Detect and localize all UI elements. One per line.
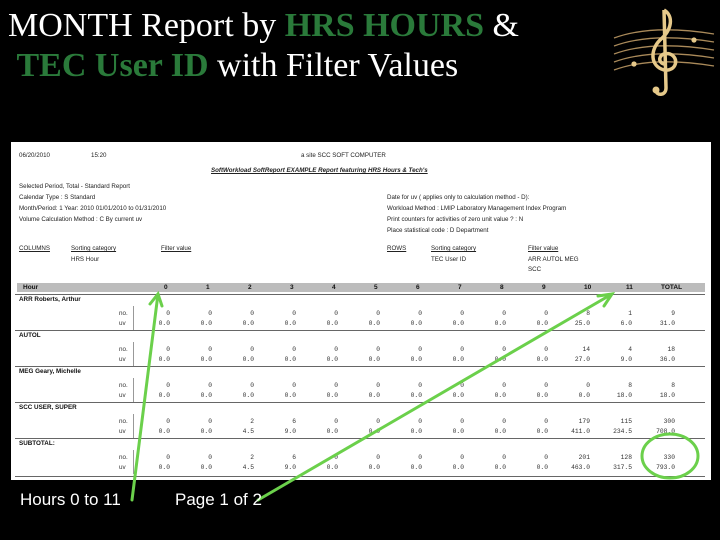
row-divider	[133, 306, 134, 330]
unit-value-cell: 0.0	[326, 320, 338, 327]
count-cell: 0	[376, 310, 380, 317]
unit-value-cell: 4.5	[242, 464, 254, 471]
count-cell: 0	[208, 418, 212, 425]
count-cell: 0	[166, 454, 170, 461]
row-name: MEG Geary, Michelle	[19, 368, 81, 375]
count-cell: 2	[250, 418, 254, 425]
table-bottom-rule	[15, 476, 705, 477]
unit-value-cell: 411.0	[571, 428, 590, 435]
measure-label-no: no.	[119, 454, 128, 461]
row-separator	[15, 438, 705, 439]
count-cell: 0	[502, 382, 506, 389]
count-cell: 115	[620, 418, 632, 425]
meta-right-1: Date for uv ( applies only to calculation method - D):	[387, 194, 530, 201]
row-separator	[15, 402, 705, 403]
unit-value-cell: 708.0	[656, 428, 675, 435]
count-cell: 0	[502, 346, 506, 353]
measure-label-no: no.	[119, 418, 128, 425]
count-cell: 0	[460, 346, 464, 353]
title-part-1: MONTH Report by	[8, 7, 285, 44]
unit-value-cell: 0.0	[494, 428, 506, 435]
count-cell: 0	[376, 346, 380, 353]
hour-header-bar	[17, 283, 705, 292]
rows-sort-value: TEC User ID	[431, 256, 467, 263]
unit-value-cell: 0.0	[326, 392, 338, 399]
unit-value-cell: 0.0	[242, 320, 254, 327]
treble-clef-logo	[612, 4, 716, 100]
count-cell: 0	[460, 382, 464, 389]
unit-value-cell: 0.0	[452, 356, 464, 363]
count-cell: 0	[334, 454, 338, 461]
count-cell: 8	[671, 382, 675, 389]
report-page	[11, 142, 711, 480]
unit-value-cell: 0.0	[158, 428, 170, 435]
unit-value-cell: 0.0	[158, 320, 170, 327]
unit-value-cell: 0.0	[158, 392, 170, 399]
count-cell: 0	[586, 382, 590, 389]
unit-value-cell: 6.0	[620, 320, 632, 327]
footer-hours-range: Hours 0 to 11	[20, 490, 121, 509]
hour-column-header: 8	[500, 284, 504, 291]
unit-value-cell: 0.0	[200, 392, 212, 399]
hour-column-header: 10	[584, 284, 592, 291]
hour-column-header: 0	[164, 284, 168, 291]
rows-filter-value-1: ARR AUTOL MEG	[528, 256, 579, 263]
count-cell: 14	[582, 346, 590, 353]
count-cell: 2	[250, 454, 254, 461]
measure-label-uv: uv	[119, 428, 126, 435]
meta-right-4: Place statistical code : D Department	[387, 227, 489, 234]
unit-value-cell: 4.5	[242, 428, 254, 435]
columns-sort-header: Sorting category	[71, 245, 117, 252]
unit-value-cell: 0.0	[536, 356, 548, 363]
count-cell: 0	[334, 418, 338, 425]
row-name: ARR Roberts, Arthur	[19, 296, 81, 303]
count-cell: 0	[208, 382, 212, 389]
columns-filter-header: Filter value	[161, 245, 192, 252]
unit-value-cell: 0.0	[284, 392, 296, 399]
unit-value-cell: 0.0	[410, 392, 422, 399]
unit-value-cell: 0.0	[452, 392, 464, 399]
row-divider	[133, 378, 134, 402]
count-cell: 0	[208, 310, 212, 317]
hour-column-header: 6	[416, 284, 420, 291]
unit-value-cell: 0.0	[158, 464, 170, 471]
meta-left-2: Calendar Type : S Standard	[19, 194, 96, 201]
count-cell: 0	[208, 346, 212, 353]
row-divider	[133, 342, 134, 366]
unit-value-cell: 0.0	[326, 356, 338, 363]
unit-value-cell: 0.0	[452, 428, 464, 435]
count-cell: 0	[334, 382, 338, 389]
row-divider	[133, 414, 134, 438]
unit-value-cell: 0.0	[494, 464, 506, 471]
measure-label-no: no.	[119, 310, 128, 317]
count-cell: 6	[292, 454, 296, 461]
measure-label-no: no.	[119, 346, 128, 353]
row-divider	[133, 450, 134, 474]
unit-value-cell: 234.5	[613, 428, 632, 435]
measure-label-uv: uv	[119, 464, 126, 471]
hour-column-header: 11	[626, 284, 633, 291]
measure-label-no: no.	[119, 382, 128, 389]
unit-value-cell: 18.0	[616, 392, 632, 399]
count-cell: 8	[628, 382, 632, 389]
unit-value-cell: 36.0	[659, 356, 675, 363]
count-cell: 0	[418, 382, 422, 389]
title-part-2: &	[484, 7, 519, 44]
count-cell: 0	[418, 454, 422, 461]
count-cell: 0	[376, 382, 380, 389]
count-cell: 0	[502, 418, 506, 425]
columns-label: COLUMNS	[19, 245, 50, 252]
unit-value-cell: 0.0	[494, 392, 506, 399]
columns-sort-value: HRS Hour	[71, 256, 100, 263]
count-cell: 0	[334, 346, 338, 353]
unit-value-cell: 27.0	[574, 356, 590, 363]
unit-value-cell: 9.0	[284, 464, 296, 471]
unit-value-cell: 0.0	[368, 464, 380, 471]
hour-column-header: 9	[542, 284, 546, 291]
unit-value-cell: 0.0	[158, 356, 170, 363]
unit-value-cell: 0.0	[368, 356, 380, 363]
count-cell: 4	[628, 346, 632, 353]
count-cell: 0	[166, 346, 170, 353]
unit-value-cell: 9.0	[284, 428, 296, 435]
unit-value-cell: 0.0	[368, 428, 380, 435]
row-name: AUTOL	[19, 332, 41, 339]
footer-page-number: Page 1 of 2	[175, 490, 262, 509]
unit-value-cell: 793.0	[656, 464, 675, 471]
count-cell: 0	[544, 382, 548, 389]
unit-value-cell: 0.0	[536, 428, 548, 435]
count-cell: 0	[250, 382, 254, 389]
count-cell: 1	[628, 310, 632, 317]
unit-value-cell: 317.5	[613, 464, 632, 471]
row-separator	[15, 294, 705, 295]
count-cell: 0	[376, 418, 380, 425]
count-cell: 0	[208, 454, 212, 461]
count-cell: 0	[292, 310, 296, 317]
hour-column-header: 1	[206, 284, 210, 291]
count-cell: 0	[334, 310, 338, 317]
count-cell: 0	[418, 310, 422, 317]
hour-column-header: 4	[332, 284, 336, 291]
count-cell: 0	[250, 346, 254, 353]
title-highlight-hrs: HRS HOURS	[284, 7, 485, 44]
measure-label-uv: uv	[119, 392, 126, 399]
count-cell: 0	[460, 418, 464, 425]
unit-value-cell: 0.0	[578, 392, 590, 399]
count-cell: 0	[502, 310, 506, 317]
hour-column-header: 7	[458, 284, 462, 291]
meta-right-3: Print counters for activities of zero unit value ? : N	[387, 216, 524, 223]
title-part-3: with Filter Values	[208, 47, 459, 84]
hour-column-header: 2	[248, 284, 252, 291]
count-cell: 18	[667, 346, 675, 353]
count-cell: 0	[166, 418, 170, 425]
count-cell: 300	[663, 418, 675, 425]
slide-title	[8, 6, 608, 86]
unit-value-cell: 18.0	[659, 392, 675, 399]
unit-value-cell: 0.0	[200, 320, 212, 327]
count-cell: 0	[292, 382, 296, 389]
unit-value-cell: 0.0	[284, 320, 296, 327]
count-cell: 0	[502, 454, 506, 461]
row-name: SCC USER, SUPER	[19, 404, 77, 411]
count-cell: 330	[663, 454, 675, 461]
count-cell: 0	[418, 346, 422, 353]
unit-value-cell: 0.0	[452, 464, 464, 471]
measure-label-uv: uv	[119, 356, 126, 363]
report-date: 06/20/2010	[19, 152, 50, 159]
hour-label: Hour	[23, 284, 39, 291]
count-cell: 0	[418, 418, 422, 425]
unit-value-cell: 463.0	[571, 464, 590, 471]
unit-value-cell: 0.0	[368, 392, 380, 399]
unit-value-cell: 0.0	[242, 392, 254, 399]
unit-value-cell: 0.0	[536, 320, 548, 327]
report-name: SoftWorkload SoftReport EXAMPLE Report featuring HRS Hours & Tech's	[211, 167, 428, 174]
unit-value-cell: 0.0	[494, 320, 506, 327]
unit-value-cell: 0.0	[410, 356, 422, 363]
hour-column-header: 5	[374, 284, 378, 291]
unit-value-cell: 31.0	[659, 320, 675, 327]
unit-value-cell: 0.0	[326, 464, 338, 471]
unit-value-cell: 0.0	[536, 392, 548, 399]
count-cell: 0	[166, 310, 170, 317]
count-cell: 0	[292, 346, 296, 353]
count-cell: 0	[544, 418, 548, 425]
rows-filter-header: Filter value	[528, 245, 559, 252]
row-separator	[15, 330, 705, 331]
count-cell: 0	[166, 382, 170, 389]
unit-value-cell: 0.0	[284, 356, 296, 363]
unit-value-cell: 0.0	[494, 356, 506, 363]
count-cell: 8	[586, 310, 590, 317]
unit-value-cell: 0.0	[536, 464, 548, 471]
unit-value-cell: 0.0	[410, 464, 422, 471]
count-cell: 0	[460, 454, 464, 461]
unit-value-cell: 0.0	[410, 428, 422, 435]
count-cell: 0	[544, 454, 548, 461]
count-cell: 0	[250, 310, 254, 317]
rows-label: ROWS	[387, 245, 407, 252]
unit-value-cell: 0.0	[200, 464, 212, 471]
rows-sort-header: Sorting category	[431, 245, 477, 252]
hour-column-header: 3	[290, 284, 294, 291]
meta-right-2: Workload Method : LMIP Laboratory Management Index Program	[387, 205, 567, 212]
row-name: SUBTOTAL:	[19, 440, 55, 447]
hour-column-header: TOTAL	[661, 284, 683, 291]
count-cell: 179	[578, 418, 590, 425]
unit-value-cell: 0.0	[452, 320, 464, 327]
unit-value-cell: 0.0	[410, 320, 422, 327]
count-cell: 0	[460, 310, 464, 317]
meta-left-1: Selected Period, Total - Standard Report	[19, 183, 130, 190]
unit-value-cell: 9.0	[620, 356, 632, 363]
report-time: 15:20	[91, 152, 107, 159]
count-cell: 0	[544, 346, 548, 353]
count-cell: 201	[578, 454, 590, 461]
meta-left-4: Volume Calculation Method : C By current uv	[19, 216, 143, 223]
measure-label-uv: uv	[119, 320, 126, 327]
report-site: a site SCC SOFT COMPUTER	[301, 152, 386, 159]
rows-filter-value-2: SCC	[528, 266, 542, 273]
count-cell: 0	[376, 454, 380, 461]
meta-left-3: Month/Period: 1 Year: 2010 01/01/2010 to 01/31/2010	[19, 205, 167, 212]
unit-value-cell: 0.0	[242, 356, 254, 363]
count-cell: 6	[292, 418, 296, 425]
title-highlight-tec: TEC User ID	[16, 47, 209, 84]
unit-value-cell: 0.0	[200, 428, 212, 435]
unit-value-cell: 0.0	[200, 356, 212, 363]
row-separator	[15, 366, 705, 367]
count-cell: 128	[620, 454, 632, 461]
count-cell: 0	[544, 310, 548, 317]
count-cell: 9	[671, 310, 675, 317]
unit-value-cell: 25.0	[574, 320, 590, 327]
unit-value-cell: 0.0	[368, 320, 380, 327]
unit-value-cell: 0.0	[326, 428, 338, 435]
